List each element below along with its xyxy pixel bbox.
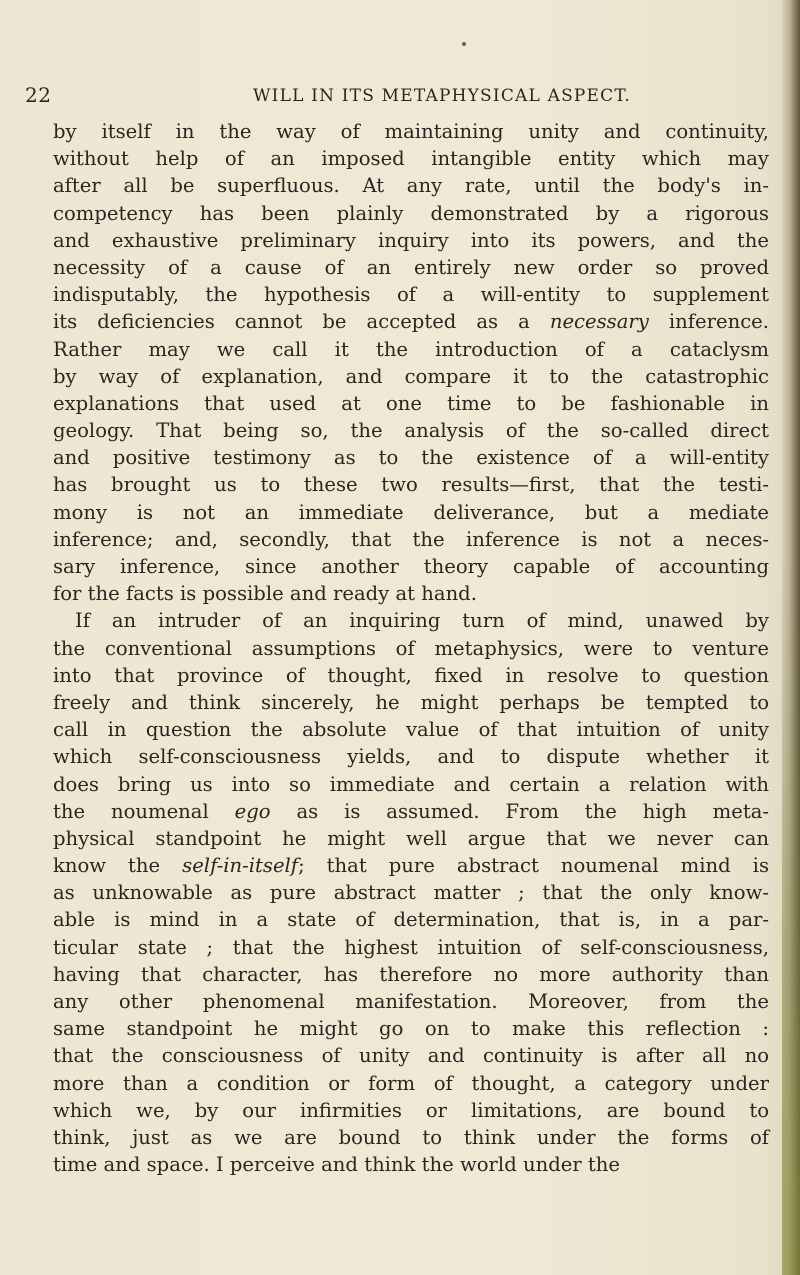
- text-segment: which self-consciousness yields, and to dispute whether it: [53, 745, 769, 769]
- text-segment: as is assumed. From the high meta-: [270, 799, 769, 823]
- text-segment: able is mind in a state of determination, that is, in a par-: [53, 908, 769, 932]
- text-line: [53, 227, 769, 254]
- text-segment: ticular state ; that the highest intuition of self-consciousness,: [53, 935, 769, 959]
- text-line: [53, 906, 769, 933]
- text-segment: indisputably, the hypothesis of a will-entity to supplement: [53, 283, 769, 307]
- text-segment: think, just as we are bound to think under the forms of: [53, 1125, 769, 1149]
- text-line: [53, 172, 769, 199]
- text-line: [53, 798, 769, 825]
- page-header: [25, 83, 765, 107]
- italic-term: ego: [234, 799, 271, 823]
- text-segment: physical standpoint he might well argue that we never can: [53, 826, 769, 850]
- text-segment: competency has been plainly demonstrated by a rigorous: [53, 201, 769, 225]
- text-segment: does bring us into so immediate and certain a relation with: [53, 772, 769, 796]
- text-line: [53, 934, 769, 961]
- text-segment: its deficiencies cannot be accepted as a: [53, 310, 550, 334]
- text-line: [53, 879, 769, 906]
- text-line: [53, 363, 769, 390]
- text-line: [53, 553, 769, 580]
- paper-speck: [462, 42, 466, 46]
- text-line: [53, 1070, 769, 1097]
- text-segment: the noumenal: [53, 799, 235, 823]
- text-segment: for the facts is possible and ready at hand.: [53, 582, 477, 606]
- text-line: [53, 254, 769, 281]
- page-binding-edge: [782, 0, 800, 1275]
- text-line: [53, 444, 769, 471]
- italic-term: necessary: [549, 310, 649, 334]
- text-line: [53, 336, 769, 363]
- running-head: WILL IN ITS METAPHYSICAL ASPECT.: [253, 86, 632, 106]
- text-segment: having that character, has therefore no more authority than: [53, 962, 769, 986]
- text-segment: that the consciousness of unity and continuity is after all no: [53, 1044, 769, 1068]
- text-line: [53, 635, 769, 662]
- text-line: [53, 743, 769, 770]
- text-line: [53, 1015, 769, 1042]
- text-line: [53, 852, 769, 879]
- text-line: [53, 1124, 769, 1151]
- text-line: [53, 1151, 769, 1178]
- text-line: [53, 417, 769, 444]
- text-segment: without help of an imposed intangible entity which may: [53, 147, 769, 171]
- text-segment: has brought us to these two results—first, that the testi-: [53, 473, 769, 497]
- text-segment: any other phenomenal manifestation. Moreover, from the: [53, 990, 769, 1013]
- text-segment: inference.: [648, 310, 769, 334]
- text-line: [53, 471, 769, 498]
- text-segment: mony is not an immediate deliverance, but a mediate: [53, 500, 769, 524]
- text-segment: time and space. I perceive and think the world under the: [53, 1153, 621, 1177]
- text-line: [53, 526, 769, 553]
- text-line: [53, 499, 769, 526]
- body-text: [53, 118, 769, 1178]
- page-number: 22: [25, 83, 52, 107]
- text-segment: more than a condition or form of thought, a category under: [53, 1071, 769, 1095]
- text-line: [53, 1097, 769, 1124]
- text-line: [53, 689, 769, 716]
- text-line: [53, 825, 769, 852]
- text-segment: after all be superfluous. At any rate, until the body's in-: [53, 174, 769, 198]
- text-segment: geology. That being so, the analysis of the so-called direct: [53, 419, 769, 443]
- text-line: [53, 200, 769, 227]
- text-segment: ; that pure abstract noumenal mind is: [298, 854, 769, 878]
- text-segment: by itself in the way of maintaining unity and continuity,: [53, 120, 769, 143]
- text-segment: freely and think sincerely, he might perhaps be tempted to: [53, 690, 769, 714]
- text-line: [53, 308, 769, 335]
- text-segment: Rather may we call it the introduction of a cataclysm: [53, 337, 769, 361]
- text-segment: explanations that used at one time to be fashionable in: [53, 391, 769, 415]
- text-line: [53, 580, 769, 607]
- text-segment: which we, by our infirmities or limitations, are bound to: [53, 1098, 769, 1122]
- text-line: [53, 771, 769, 798]
- text-line: [53, 145, 769, 172]
- text-line: [53, 988, 769, 1015]
- text-line: [53, 716, 769, 743]
- text-line: [53, 281, 769, 308]
- text-line: [53, 662, 769, 689]
- text-line: [53, 118, 769, 145]
- text-segment: into that province of thought, fixed in resolve to question: [53, 663, 769, 687]
- text-line: [53, 390, 769, 417]
- text-segment: same standpoint he might go on to make this reflection :: [53, 1017, 769, 1041]
- text-segment: know the: [53, 854, 183, 878]
- text-line: [53, 607, 769, 634]
- text-line: [53, 1042, 769, 1069]
- text-segment: necessity of a cause of an entirely new order so proved: [53, 255, 769, 279]
- text-segment: and positive testimony as to the existence of a will-entity: [53, 446, 769, 470]
- text-segment: call in question the absolute value of that intuition of unity: [53, 718, 769, 742]
- text-segment: and exhaustive preliminary inquiry into its powers, and the: [53, 228, 769, 252]
- italic-term: self-in-itself: [182, 854, 299, 878]
- text-segment: sary inference, since another theory capable of accounting: [53, 555, 769, 578]
- text-segment: as unknowable as pure abstract matter ; that the only know-: [53, 881, 769, 905]
- text-segment: the conventional assumptions of metaphysics, were to venture: [53, 636, 769, 660]
- text-segment: inference; and, secondly, that the inference is not a neces-: [53, 527, 769, 551]
- text-segment: by way of explanation, and compare it to the catastrophic: [53, 364, 769, 388]
- text-segment: If an intruder of an inquiring turn of mind, unawed by: [75, 609, 769, 633]
- text-line: [53, 961, 769, 988]
